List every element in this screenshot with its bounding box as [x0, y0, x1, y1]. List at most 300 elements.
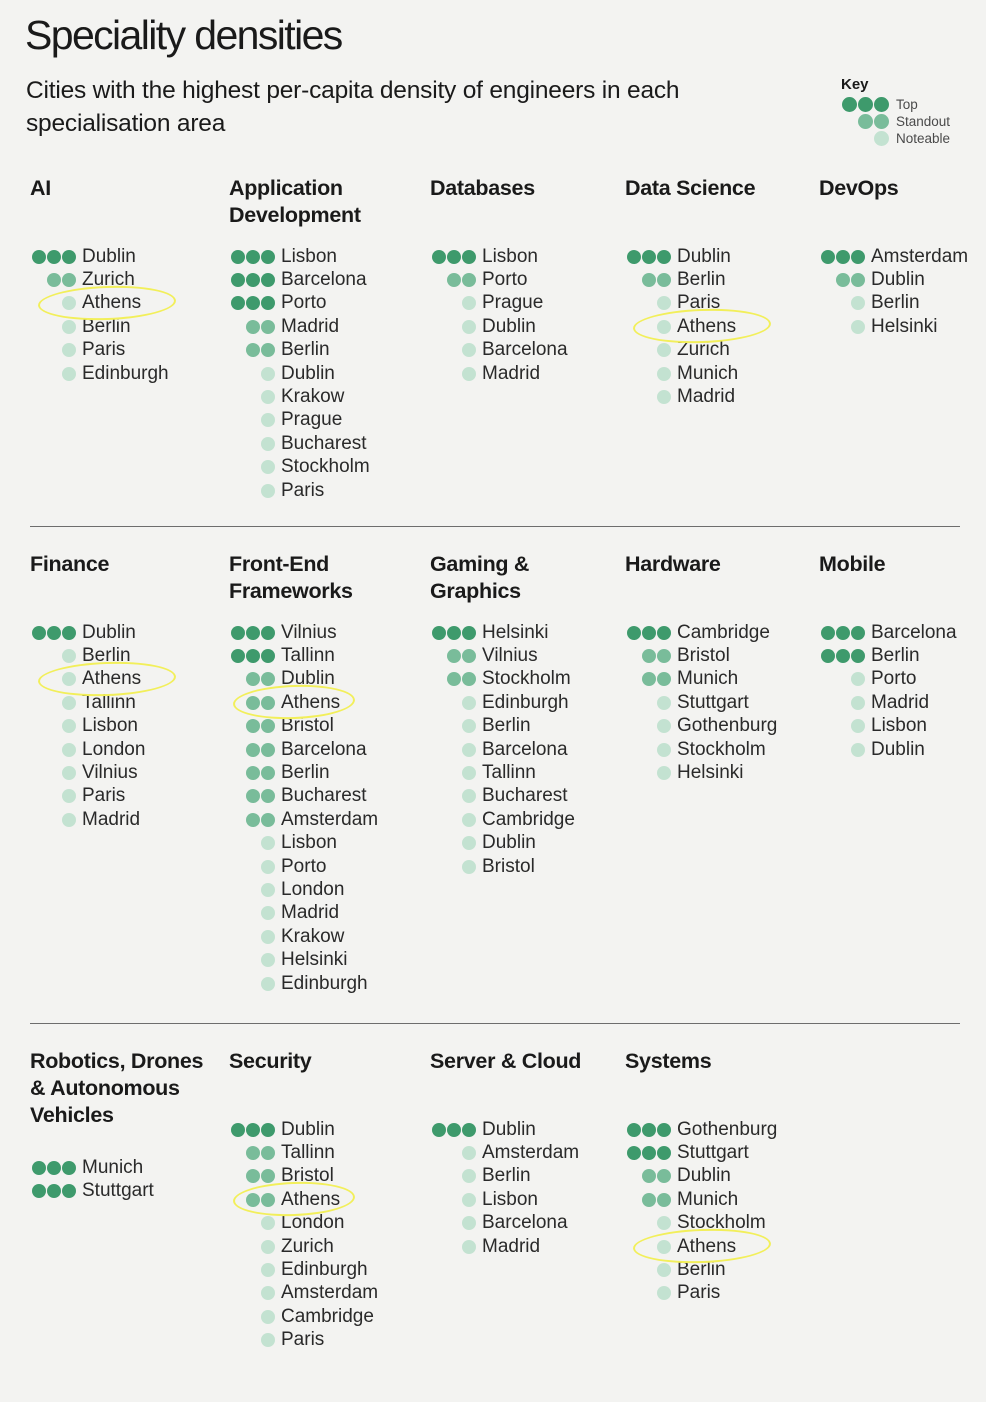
rating-dots — [30, 789, 76, 803]
city-name: Dublin — [281, 668, 335, 690]
city-name: Berlin — [82, 315, 131, 337]
noteable-dot-icon — [657, 320, 671, 334]
city-name: Tallinn — [281, 1142, 335, 1164]
city-name: Dublin — [482, 832, 536, 854]
standout-dot-icon — [261, 789, 275, 803]
city-name: Athens — [677, 315, 737, 337]
standout-dot-icon — [261, 672, 275, 686]
noteable-dot-icon — [657, 1216, 671, 1230]
rating-dots — [625, 250, 671, 264]
rating-dots — [819, 626, 865, 640]
city-name: Zurich — [677, 339, 730, 361]
rating-dots — [229, 860, 275, 874]
rating-dots — [229, 883, 275, 897]
noteable-dot-icon — [874, 131, 889, 146]
city-name: Madrid — [677, 386, 736, 408]
top-dot-icon — [231, 273, 245, 287]
category-robotics-drones-autonomous-vehicles — [30, 1048, 203, 1203]
city-item — [430, 362, 568, 385]
city-item — [625, 268, 755, 291]
rating-dots — [30, 649, 76, 663]
noteable-dot-icon — [261, 977, 275, 991]
rating-dots — [430, 343, 476, 357]
noteable-dot-icon — [851, 320, 865, 334]
city-name: Amsterdam — [482, 1142, 580, 1164]
key-item-standout — [841, 113, 950, 130]
top-dot-icon — [261, 1123, 275, 1137]
rating-dots — [30, 320, 76, 334]
city-name: Tallinn — [82, 691, 136, 713]
noteable-dot-icon — [261, 1286, 275, 1300]
rating-dots — [229, 413, 275, 427]
rating-dots — [30, 343, 76, 357]
standout-dot-icon — [246, 719, 260, 733]
noteable-dot-icon — [462, 1146, 476, 1160]
rating-dots — [819, 250, 865, 264]
category-title: Finance — [30, 552, 110, 576]
city-item — [430, 1188, 581, 1211]
city-item — [229, 268, 370, 291]
top-dot-icon — [432, 1123, 446, 1137]
rating-dots — [229, 1123, 275, 1137]
city-item — [430, 292, 568, 315]
city-item — [819, 644, 957, 667]
noteable-dot-icon — [657, 766, 671, 780]
standout-dot-icon — [642, 273, 656, 287]
noteable-dot-icon — [261, 1240, 275, 1254]
category-systems — [625, 1048, 777, 1305]
city-name: Dublin — [281, 362, 335, 384]
rating-dots — [229, 273, 275, 287]
city-item — [229, 878, 378, 901]
city-name: Dublin — [281, 1118, 335, 1140]
city-name: Barcelona — [281, 269, 367, 291]
city-item — [625, 1282, 777, 1305]
city-item — [430, 832, 575, 855]
noteable-dot-icon — [261, 1263, 275, 1277]
city-name: Madrid — [281, 315, 340, 337]
city-name: Berlin — [281, 762, 330, 784]
category-title: Data Science — [625, 176, 756, 200]
category-title: Front-End Frameworks — [229, 552, 353, 603]
top-dot-icon — [261, 649, 275, 663]
rating-dots — [625, 343, 671, 357]
city-item — [229, 925, 378, 948]
city-name: Bristol — [281, 1165, 334, 1187]
top-dot-icon — [47, 1161, 61, 1175]
city-item — [30, 1156, 203, 1179]
city-item — [625, 1188, 777, 1211]
noteable-dot-icon — [657, 1263, 671, 1277]
noteable-dot-icon — [261, 1310, 275, 1324]
city-item — [229, 855, 378, 878]
city-name: Krakow — [281, 386, 345, 408]
rating-dots — [430, 789, 476, 803]
city-item — [30, 785, 145, 808]
rating-dots — [625, 696, 671, 710]
noteable-dot-icon — [462, 1216, 476, 1230]
category-title: Mobile — [819, 552, 886, 576]
city-name: Vilnius — [281, 621, 337, 643]
standout-dot-icon — [462, 672, 476, 686]
top-dot-icon — [432, 626, 446, 640]
city-name: Berlin — [82, 645, 131, 667]
noteable-dot-icon — [851, 672, 865, 686]
noteable-dot-icon — [851, 743, 865, 757]
rating-dots — [625, 1240, 671, 1254]
city-name: Bucharest — [281, 432, 367, 454]
rating-dots — [229, 906, 275, 920]
top-dot-icon — [246, 649, 260, 663]
city-item — [625, 1165, 777, 1188]
city-item — [229, 1165, 378, 1188]
city-name: Athens — [82, 668, 142, 690]
top-dot-icon — [62, 626, 76, 640]
rating-dots — [30, 250, 76, 264]
city-item — [430, 315, 568, 338]
city-item — [229, 339, 370, 362]
city-name: Lisbon — [82, 715, 138, 737]
standout-dot-icon — [642, 672, 656, 686]
rating-dots — [229, 672, 275, 686]
noteable-dot-icon — [657, 743, 671, 757]
city-item — [430, 785, 575, 808]
city-name: Berlin — [281, 339, 330, 361]
noteable-dot-icon — [62, 766, 76, 780]
rating-dots — [430, 743, 476, 757]
top-dot-icon — [851, 649, 865, 663]
standout-dot-icon — [261, 1169, 275, 1183]
standout-dot-icon — [657, 273, 671, 287]
city-item — [625, 315, 755, 338]
city-name: Berlin — [871, 292, 920, 314]
city-item — [819, 315, 968, 338]
city-item — [430, 644, 575, 667]
city-name: Porto — [281, 855, 327, 877]
noteable-dot-icon — [657, 367, 671, 381]
rating-dots — [229, 1310, 275, 1324]
top-dot-icon — [627, 250, 641, 264]
noteable-dot-icon — [462, 367, 476, 381]
top-dot-icon — [821, 250, 835, 264]
rating-dots — [229, 766, 275, 780]
city-name: Madrid — [482, 362, 541, 384]
city-item — [229, 808, 378, 831]
city-item — [819, 738, 957, 761]
city-name: Dublin — [82, 245, 136, 267]
city-name: Paris — [281, 1329, 325, 1351]
noteable-dot-icon — [462, 836, 476, 850]
rating-dots — [229, 836, 275, 850]
rating-dots — [30, 367, 76, 381]
rating-dots — [430, 250, 476, 264]
standout-dot-icon — [261, 743, 275, 757]
category-databases — [430, 175, 568, 385]
city-item — [229, 245, 370, 268]
noteable-dot-icon — [261, 883, 275, 897]
rating-dots — [229, 460, 275, 474]
city-item — [229, 1282, 378, 1305]
rating-dots — [229, 1193, 275, 1207]
noteable-dot-icon — [851, 696, 865, 710]
rating-dots — [229, 250, 275, 264]
section-divider — [30, 526, 960, 527]
top-dot-icon — [62, 1161, 76, 1175]
rating-dots — [819, 273, 865, 287]
top-dot-icon — [836, 626, 850, 640]
city-name: Berlin — [482, 1165, 531, 1187]
standout-dot-icon — [447, 649, 461, 663]
category-server-cloud — [430, 1048, 581, 1258]
city-item — [229, 1305, 378, 1328]
section-divider — [30, 1023, 960, 1024]
category-finance — [30, 551, 145, 832]
noteable-dot-icon — [462, 1240, 476, 1254]
category-devops — [819, 175, 968, 339]
city-item — [30, 268, 169, 291]
key-item-noteable — [841, 130, 950, 147]
rating-dots — [625, 719, 671, 733]
city-item — [625, 1258, 777, 1281]
noteable-dot-icon — [62, 696, 76, 710]
rating-dots — [625, 1216, 671, 1230]
rating-dots — [30, 273, 76, 287]
rating-dots — [30, 766, 76, 780]
standout-dot-icon — [462, 273, 476, 287]
standout-dot-icon — [246, 696, 260, 710]
noteable-dot-icon — [261, 484, 275, 498]
rating-dots — [625, 1286, 671, 1300]
rating-dots — [30, 719, 76, 733]
city-name: Vilnius — [82, 762, 138, 784]
city-name: Dublin — [677, 1165, 731, 1187]
city-name: Barcelona — [871, 621, 957, 643]
city-name: Athens — [281, 1188, 341, 1210]
top-dot-icon — [821, 626, 835, 640]
category-gaming-graphics — [430, 551, 575, 878]
city-item — [625, 621, 777, 644]
noteable-dot-icon — [851, 296, 865, 310]
noteable-dot-icon — [62, 649, 76, 663]
city-name: Munich — [677, 1188, 739, 1210]
rating-dots — [819, 320, 865, 334]
rating-dots — [625, 273, 671, 287]
rating-dots — [229, 484, 275, 498]
rating-dots — [30, 1184, 76, 1198]
city-name: Amsterdam — [281, 1282, 379, 1304]
top-dot-icon — [32, 626, 46, 640]
noteable-dot-icon — [462, 343, 476, 357]
rating-dots — [625, 649, 671, 663]
city-name: Stockholm — [482, 668, 571, 690]
city-item — [625, 385, 755, 408]
top-dot-icon — [657, 626, 671, 640]
city-name: Prague — [482, 292, 544, 314]
top-dot-icon — [462, 250, 476, 264]
rating-dots — [229, 320, 275, 334]
city-name: Stockholm — [281, 456, 370, 478]
city-name: Paris — [677, 292, 721, 314]
category-title: DevOps — [819, 176, 899, 200]
city-item — [819, 621, 957, 644]
standout-dot-icon — [62, 273, 76, 287]
city-item — [229, 761, 378, 784]
rating-dots — [819, 672, 865, 686]
standout-dot-icon — [261, 719, 275, 733]
city-item — [229, 1235, 378, 1258]
top-dot-icon — [842, 97, 857, 112]
city-item — [229, 315, 370, 338]
rating-dots — [229, 1240, 275, 1254]
city-item — [625, 644, 777, 667]
city-name: Gothenburg — [677, 1118, 778, 1140]
city-name: London — [82, 738, 146, 760]
top-dot-icon — [231, 296, 245, 310]
rating-dots — [625, 296, 671, 310]
top-dot-icon — [462, 1123, 476, 1137]
rating-dots — [625, 1263, 671, 1277]
city-item — [229, 785, 378, 808]
category-application-development — [229, 175, 370, 502]
rating-dots — [229, 390, 275, 404]
city-name: Cambridge — [482, 808, 575, 830]
key-dots — [841, 97, 889, 112]
top-dot-icon — [657, 1146, 671, 1160]
noteable-dot-icon — [657, 343, 671, 357]
city-name: Athens — [82, 292, 142, 314]
top-dot-icon — [851, 250, 865, 264]
rating-dots — [430, 860, 476, 874]
noteable-dot-icon — [851, 719, 865, 733]
city-item — [430, 738, 575, 761]
city-name: Tallinn — [482, 762, 536, 784]
standout-dot-icon — [246, 789, 260, 803]
city-item — [430, 339, 568, 362]
top-dot-icon — [261, 626, 275, 640]
city-name: Paris — [82, 339, 126, 361]
city-item — [430, 621, 575, 644]
rating-dots — [229, 719, 275, 733]
rating-dots — [229, 1146, 275, 1160]
rating-dots — [625, 390, 671, 404]
rating-dots — [430, 320, 476, 334]
top-dot-icon — [261, 296, 275, 310]
city-name: Barcelona — [281, 738, 367, 760]
city-item — [30, 362, 169, 385]
top-dot-icon — [627, 1123, 641, 1137]
city-item — [430, 715, 575, 738]
standout-dot-icon — [261, 1146, 275, 1160]
city-item — [819, 691, 957, 714]
city-item — [30, 292, 169, 315]
rating-dots — [430, 813, 476, 827]
top-dot-icon — [32, 1161, 46, 1175]
city-item — [30, 621, 145, 644]
category-title: Application Development — [229, 176, 361, 227]
top-dot-icon — [246, 296, 260, 310]
city-item — [229, 832, 378, 855]
noteable-dot-icon — [462, 766, 476, 780]
category-security — [229, 1048, 378, 1352]
noteable-dot-icon — [261, 1216, 275, 1230]
key-dots — [841, 131, 889, 146]
noteable-dot-icon — [62, 813, 76, 827]
city-name: Paris — [677, 1282, 721, 1304]
top-dot-icon — [447, 626, 461, 640]
city-item — [625, 362, 755, 385]
city-item — [430, 691, 575, 714]
standout-dot-icon — [261, 320, 275, 334]
city-item — [229, 479, 370, 502]
city-name: Amsterdam — [281, 808, 379, 830]
standout-dot-icon — [261, 696, 275, 710]
rating-dots — [229, 743, 275, 757]
city-name: Madrid — [871, 691, 930, 713]
city-item — [229, 715, 378, 738]
key-item-top — [841, 96, 950, 113]
rating-dots — [430, 367, 476, 381]
city-item — [625, 245, 755, 268]
city-name: Bristol — [482, 855, 535, 877]
city-item — [625, 715, 777, 738]
city-item — [819, 715, 957, 738]
city-item — [625, 668, 777, 691]
key-label: Standout — [896, 114, 951, 129]
top-dot-icon — [231, 250, 245, 264]
noteable-dot-icon — [62, 672, 76, 686]
rating-dots — [229, 813, 275, 827]
page-title: Speciality densities — [25, 12, 342, 58]
city-name: Stockholm — [677, 1212, 766, 1234]
rating-dots — [30, 296, 76, 310]
city-name: Athens — [677, 1235, 737, 1257]
top-dot-icon — [32, 250, 46, 264]
category-ai — [30, 175, 169, 385]
rating-dots — [819, 696, 865, 710]
noteable-dot-icon — [261, 390, 275, 404]
city-item — [625, 292, 755, 315]
noteable-dot-icon — [261, 460, 275, 474]
category-title: Systems — [625, 1049, 712, 1073]
city-item — [430, 268, 568, 291]
city-item — [625, 1141, 777, 1164]
rating-dots — [229, 789, 275, 803]
top-dot-icon — [836, 649, 850, 663]
rating-dots — [430, 649, 476, 663]
city-name: Helsinki — [482, 621, 549, 643]
city-item — [30, 715, 145, 738]
city-item — [819, 292, 968, 315]
city-name: Stuttgart — [677, 691, 749, 713]
city-name: Athens — [281, 691, 341, 713]
top-dot-icon — [231, 1123, 245, 1137]
rating-dots — [819, 719, 865, 733]
top-dot-icon — [62, 1184, 76, 1198]
category-title: Robotics, Drones & Autonomous Vehicles — [30, 1049, 204, 1127]
city-name: Bristol — [677, 645, 730, 667]
city-name: Lisbon — [281, 245, 337, 267]
city-name: Edinburgh — [482, 691, 569, 713]
city-name: Dublin — [482, 1118, 536, 1140]
category-title: Security — [229, 1049, 312, 1073]
city-name: Stuttgart — [82, 1180, 154, 1202]
top-dot-icon — [62, 250, 76, 264]
rating-dots — [625, 320, 671, 334]
page-subtitle: Cities with the highest per-capita density of engineers in each specialisation area — [26, 77, 680, 137]
city-item — [30, 1179, 203, 1202]
standout-dot-icon — [261, 766, 275, 780]
city-item — [430, 1118, 581, 1141]
